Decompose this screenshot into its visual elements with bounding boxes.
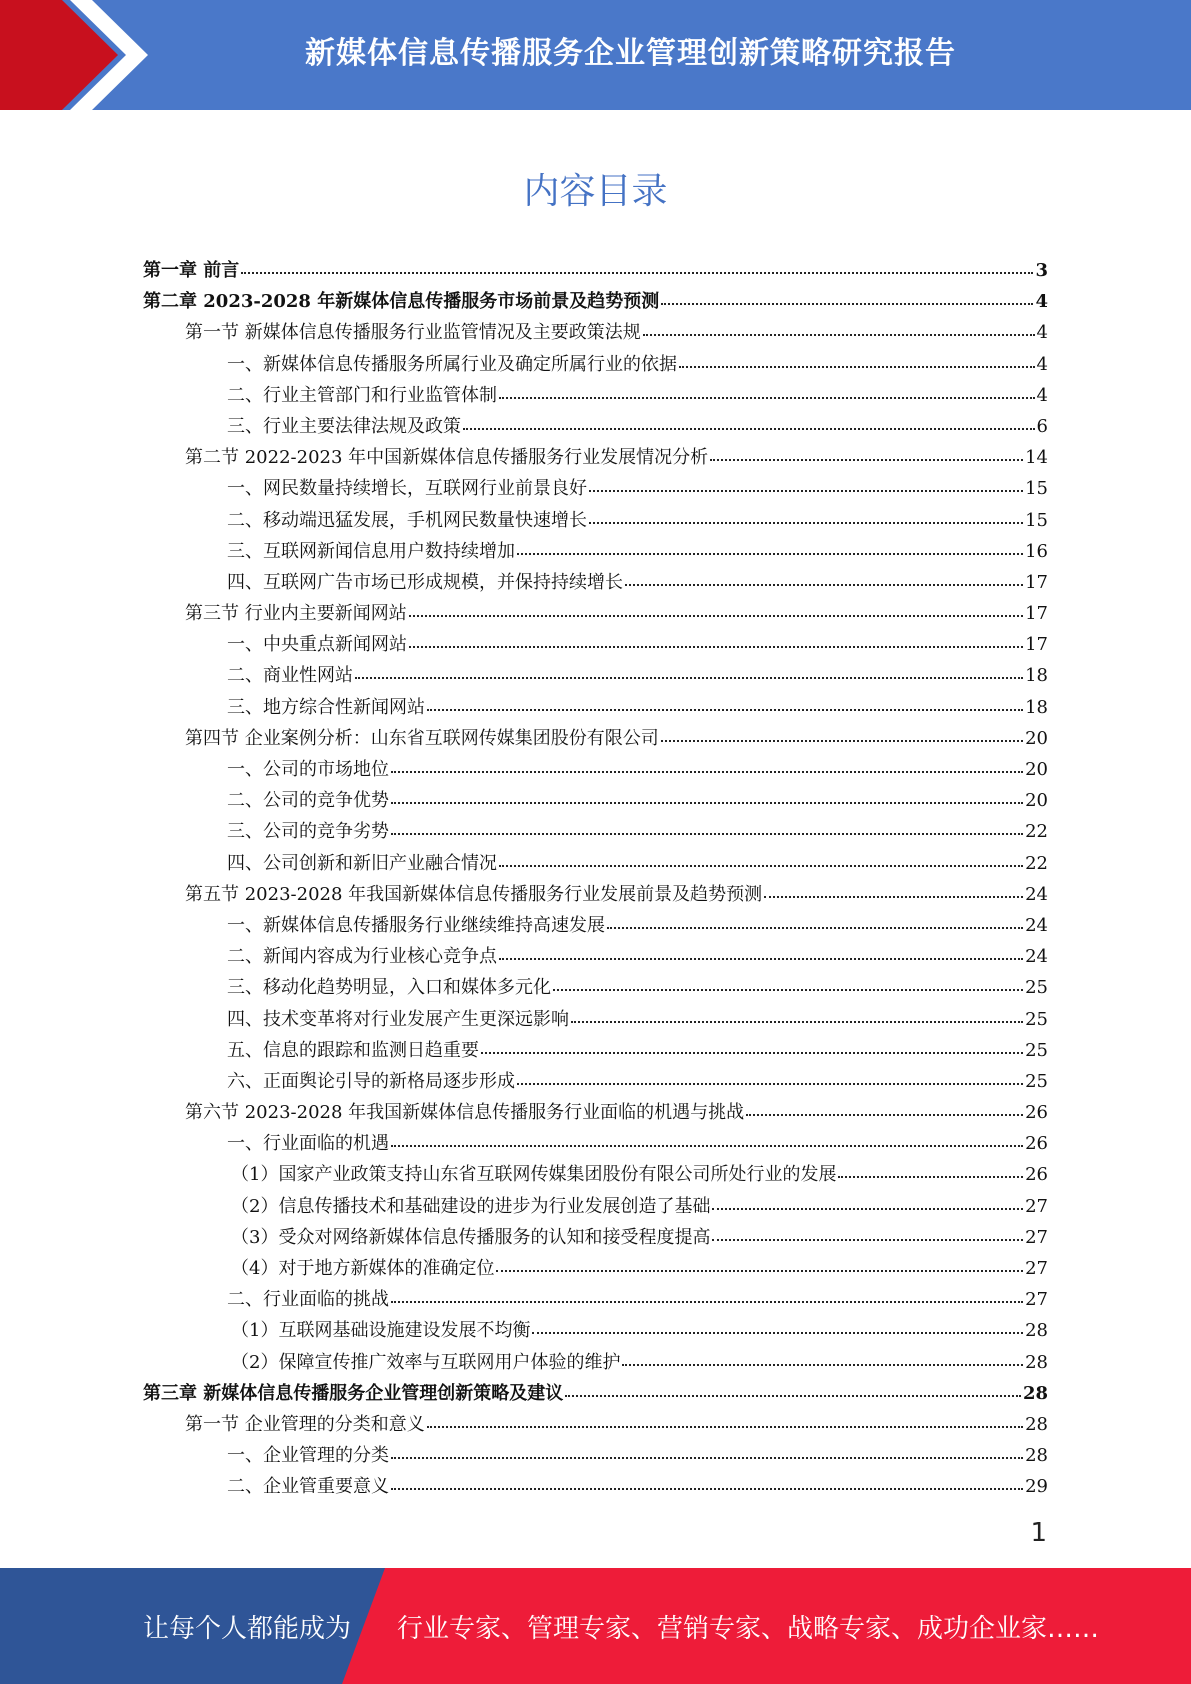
toc-entry[interactable] — [143, 380, 1048, 411]
toc-dot-leader — [355, 677, 1023, 679]
report-title: 新媒体信息传播服务企业管理创新策略研究报告 — [305, 36, 956, 71]
page-header-band — [0, 0, 1191, 110]
toc-entry[interactable] — [143, 1222, 1048, 1253]
toc-entry[interactable] — [143, 1191, 1048, 1222]
toc-dot-leader — [710, 459, 1023, 461]
toc-entry[interactable] — [143, 567, 1048, 598]
toc-entry[interactable] — [143, 473, 1048, 504]
toc-entry-title: 一、行业面临的机遇 — [227, 1133, 389, 1155]
toc-entry-page: 15 — [1025, 478, 1048, 500]
toc-dot-leader — [553, 989, 1023, 991]
toc-entry[interactable] — [143, 1004, 1048, 1035]
toc-entry-page: 6 — [1036, 415, 1048, 437]
toc-entry-page: 27 — [1025, 1195, 1048, 1217]
toc-entry-title: （1）互联网基础设施建设发展不均衡 — [231, 1320, 531, 1342]
toc-dot-leader — [622, 1364, 1023, 1366]
toc-entry-title: 第三章 新媒体信息传播服务企业管理创新策略及建议 — [143, 1382, 564, 1404]
toc-entry-title: （2）保障宣传推广效率与互联网用户体验的维护 — [231, 1351, 621, 1373]
toc-entry-title: 三、移动化趋势明显，入口和媒体多元化 — [227, 977, 551, 999]
toc-dot-leader — [661, 303, 1033, 305]
toc-dot-leader — [391, 1301, 1023, 1303]
toc-entry[interactable] — [143, 910, 1048, 941]
toc-dot-leader — [391, 1457, 1023, 1459]
toc-entry-title: 二、移动端迅猛发展，手机网民数量快速增长 — [227, 509, 587, 531]
toc-entry-page: 17 — [1025, 634, 1048, 656]
toc-entry-page: 27 — [1025, 1289, 1048, 1311]
toc-dot-leader — [643, 334, 1035, 336]
toc-entry-title: 二、行业面临的挑战 — [227, 1289, 389, 1311]
page-footer-band — [0, 1568, 1191, 1684]
toc-entry-page: 26 — [1025, 1133, 1048, 1155]
toc-entry-page: 3 — [1035, 260, 1048, 281]
toc-entry[interactable] — [143, 816, 1048, 847]
toc-dot-leader — [607, 927, 1023, 929]
toc-dot-leader — [565, 1395, 1021, 1397]
toc-dot-leader — [391, 1488, 1023, 1490]
toc-entry[interactable] — [143, 723, 1048, 754]
toc-dot-leader — [712, 1239, 1023, 1241]
toc-entry-page: 22 — [1025, 821, 1048, 843]
toc-entry-page: 29 — [1025, 1476, 1048, 1498]
toc-entry-title: 第四节 企业案例分析：山东省互联网传媒集团股份有限公司 — [185, 727, 659, 749]
footer-slogan-right: 行业专家、管理专家、营销专家、战略专家、成功企业家…… — [397, 1613, 1100, 1644]
toc-entry-title: 三、互联网新闻信息用户数持续增加 — [227, 540, 515, 562]
toc-entry-page: 28 — [1025, 1413, 1048, 1435]
toc-dot-leader — [499, 397, 1035, 399]
toc-entry[interactable] — [143, 255, 1048, 286]
toc-dot-leader — [517, 1083, 1023, 1085]
page-number: 1 — [1030, 1518, 1047, 1548]
toc-dot-leader — [496, 1270, 1023, 1272]
toc-entry[interactable] — [143, 505, 1048, 536]
toc-entry-title: 四、公司创新和新旧产业融合情况 — [227, 852, 497, 874]
toc-entry[interactable] — [143, 1315, 1048, 1346]
toc-entry-title: 一、新媒体信息传播服务所属行业及确定所属行业的依据 — [227, 353, 677, 375]
toc-dot-leader — [391, 1145, 1023, 1147]
toc-entry-page: 28 — [1025, 1445, 1048, 1467]
toc-entry[interactable] — [143, 879, 1048, 910]
toc-entry-title: 一、公司的市场地位 — [227, 759, 389, 780]
toc-entry-title: （3）受众对网络新媒体信息传播服务的认知和接受程度提高 — [231, 1226, 711, 1248]
toc-entry[interactable] — [143, 536, 1048, 567]
toc-dot-leader — [625, 584, 1023, 586]
toc-entry-page: 4 — [1036, 353, 1048, 375]
toc-entry-page: 28 — [1025, 1351, 1048, 1373]
toc-dot-leader — [661, 740, 1023, 742]
toc-entry-title: 第二章 2023-2028 年新媒体信息传播服务市场前景及趋势预测 — [143, 291, 660, 313]
toc-entry[interactable] — [143, 411, 1048, 442]
toc-entry-title: 二、商业性网站 — [227, 665, 353, 687]
toc-entry-title: 五、信息的跟踪和监测日趋重要 — [227, 1039, 479, 1061]
toc-entry-title: 二、新闻内容成为行业核心竞争点 — [227, 946, 497, 968]
toc-dot-leader — [499, 865, 1023, 867]
toc-entry-title: 二、企业管重要意义 — [227, 1476, 389, 1498]
toc-entry[interactable] — [143, 848, 1048, 879]
toc-entry[interactable] — [143, 1128, 1048, 1159]
toc-entry-page: 18 — [1025, 665, 1048, 687]
toc-dot-leader — [589, 522, 1023, 524]
toc-entry[interactable] — [143, 629, 1048, 660]
toc-entry-page: 17 — [1025, 603, 1048, 625]
toc-entry-page: 4 — [1036, 384, 1048, 406]
toc-entry-page: 22 — [1025, 852, 1048, 874]
toc-entry[interactable] — [143, 317, 1048, 348]
toc-entry[interactable] — [143, 1471, 1048, 1502]
toc-entry-page: 25 — [1025, 1070, 1048, 1092]
toc-entry-page: 18 — [1025, 696, 1048, 718]
toc-entry[interactable] — [143, 785, 1048, 816]
toc-entry[interactable] — [143, 1097, 1048, 1128]
toc-dot-leader — [532, 1332, 1023, 1334]
toc-entry-page: 16 — [1025, 540, 1048, 562]
toc-dot-leader — [499, 958, 1023, 960]
toc-entry[interactable] — [143, 598, 1048, 629]
toc-entry-page: 4 — [1036, 322, 1048, 344]
toc-entry-page: 26 — [1025, 1164, 1048, 1186]
toc-entry-title: 第六节 2023-2028 年我国新媒体信息传播服务行业面临的机遇与挑战 — [185, 1102, 745, 1124]
toc-entry-title: 四、互联网广告市场已形成规模，并保持持续增长 — [227, 571, 623, 593]
toc-entry-page: 26 — [1025, 1102, 1048, 1124]
toc-entry-page: 27 — [1025, 1258, 1048, 1279]
footer-slogan-left: 让每个人都能成为 — [143, 1613, 352, 1644]
toc-entry-title: 一、中央重点新闻网站 — [227, 634, 407, 656]
toc-entry-page: 20 — [1025, 727, 1048, 749]
toc-dot-leader — [481, 1052, 1023, 1054]
toc-entry-title: 六、正面舆论引导的新格局逐步形成 — [227, 1070, 515, 1092]
toc-heading: 内容目录 — [523, 171, 668, 212]
toc-entry-page: 4 — [1035, 291, 1048, 313]
table-of-contents — [143, 255, 1048, 1503]
toc-entry-page: 20 — [1025, 790, 1048, 812]
toc-entry[interactable] — [143, 1035, 1048, 1066]
toc-entry-page: 24 — [1025, 883, 1048, 905]
toc-entry[interactable] — [143, 1066, 1048, 1097]
toc-entry-page: 28 — [1022, 1382, 1048, 1404]
toc-dot-leader — [391, 802, 1023, 804]
toc-entry-title: 三、公司的竞争劣势 — [227, 821, 389, 843]
toc-entry-title: 第五节 2023-2028 年我国新媒体信息传播服务行业发展前景及趋势预测 — [185, 883, 763, 905]
toc-dot-leader — [463, 428, 1035, 430]
toc-entry[interactable] — [143, 660, 1048, 691]
toc-entry[interactable] — [143, 1378, 1048, 1409]
toc-entry-page: 24 — [1025, 914, 1048, 936]
toc-dot-leader — [241, 272, 1033, 274]
toc-dot-leader — [409, 646, 1023, 648]
toc-entry[interactable] — [143, 1284, 1048, 1315]
toc-dot-leader — [589, 490, 1023, 492]
toc-entry-page: 28 — [1025, 1320, 1048, 1342]
toc-entry[interactable] — [143, 1409, 1048, 1440]
toc-entry[interactable] — [143, 349, 1048, 380]
toc-dot-leader — [517, 553, 1023, 555]
toc-entry-page: 25 — [1025, 1008, 1048, 1030]
toc-dot-leader — [679, 366, 1035, 368]
toc-entry[interactable] — [143, 442, 1048, 473]
toc-entry-page: 25 — [1025, 1039, 1048, 1061]
toc-entry-title: 四、技术变革将对行业发展产生更深远影响 — [227, 1008, 569, 1030]
toc-dot-leader — [391, 771, 1023, 773]
toc-dot-leader — [409, 615, 1023, 617]
toc-entry[interactable] — [143, 941, 1048, 972]
toc-entry-page: 17 — [1025, 571, 1048, 593]
toc-entry-page: 25 — [1025, 977, 1048, 999]
toc-entry-title: 一、新媒体信息传播服务行业继续维持高速发展 — [227, 914, 605, 936]
toc-entry-title: 第一节 新媒体信息传播服务行业监管情况及主要政策法规 — [185, 322, 641, 344]
toc-entry-page: 20 — [1025, 759, 1048, 780]
toc-entry[interactable] — [143, 1159, 1048, 1190]
toc-entry-title: 一、网民数量持续增长，互联网行业前景良好 — [227, 478, 587, 500]
toc-entry-title: 第二节 2022-2023 年中国新媒体信息传播服务行业发展情况分析 — [185, 447, 709, 469]
toc-dot-leader — [427, 709, 1023, 711]
toc-entry-title: 一、企业管理的分类 — [227, 1445, 389, 1467]
toc-dot-leader — [838, 1176, 1023, 1178]
toc-entry-page: 27 — [1025, 1226, 1048, 1248]
toc-entry[interactable] — [143, 286, 1048, 317]
toc-entry-title: 第三节 行业内主要新闻网站 — [185, 603, 407, 625]
toc-dot-leader — [712, 1208, 1023, 1210]
toc-entry-title: （1）国家产业政策支持山东省互联网传媒集团股份有限公司所处行业的发展 — [231, 1164, 837, 1186]
toc-entry-title: 二、公司的竞争优势 — [227, 790, 389, 812]
toc-entry[interactable] — [143, 692, 1048, 723]
toc-entry-title: 三、行业主要法律法规及政策 — [227, 415, 461, 437]
toc-dot-leader — [427, 1426, 1023, 1428]
toc-entry-title: （2）信息传播技术和基础建设的进步为行业发展创造了基础 — [231, 1195, 711, 1217]
toc-dot-leader — [391, 833, 1023, 835]
toc-entry[interactable] — [143, 1253, 1048, 1284]
toc-entry[interactable] — [143, 972, 1048, 1003]
toc-entry-title: （4）对于地方新媒体的准确定位 — [231, 1258, 495, 1279]
toc-entry-page: 24 — [1025, 946, 1048, 968]
toc-entry-page: 14 — [1025, 447, 1048, 469]
toc-entry[interactable] — [143, 1440, 1048, 1471]
toc-entry-page: 15 — [1025, 509, 1048, 531]
toc-entry-title: 二、行业主管部门和行业监管体制 — [227, 384, 497, 406]
toc-dot-leader — [571, 1021, 1023, 1023]
toc-entry-title: 三、地方综合性新闻网站 — [227, 696, 425, 718]
toc-entry[interactable] — [143, 754, 1048, 785]
toc-dot-leader — [764, 896, 1023, 898]
toc-entry[interactable] — [143, 1347, 1048, 1378]
toc-entry-title: 第一章 前言 — [143, 260, 240, 281]
toc-dot-leader — [746, 1114, 1023, 1116]
toc-entry-title: 第一节 企业管理的分类和意义 — [185, 1413, 425, 1435]
